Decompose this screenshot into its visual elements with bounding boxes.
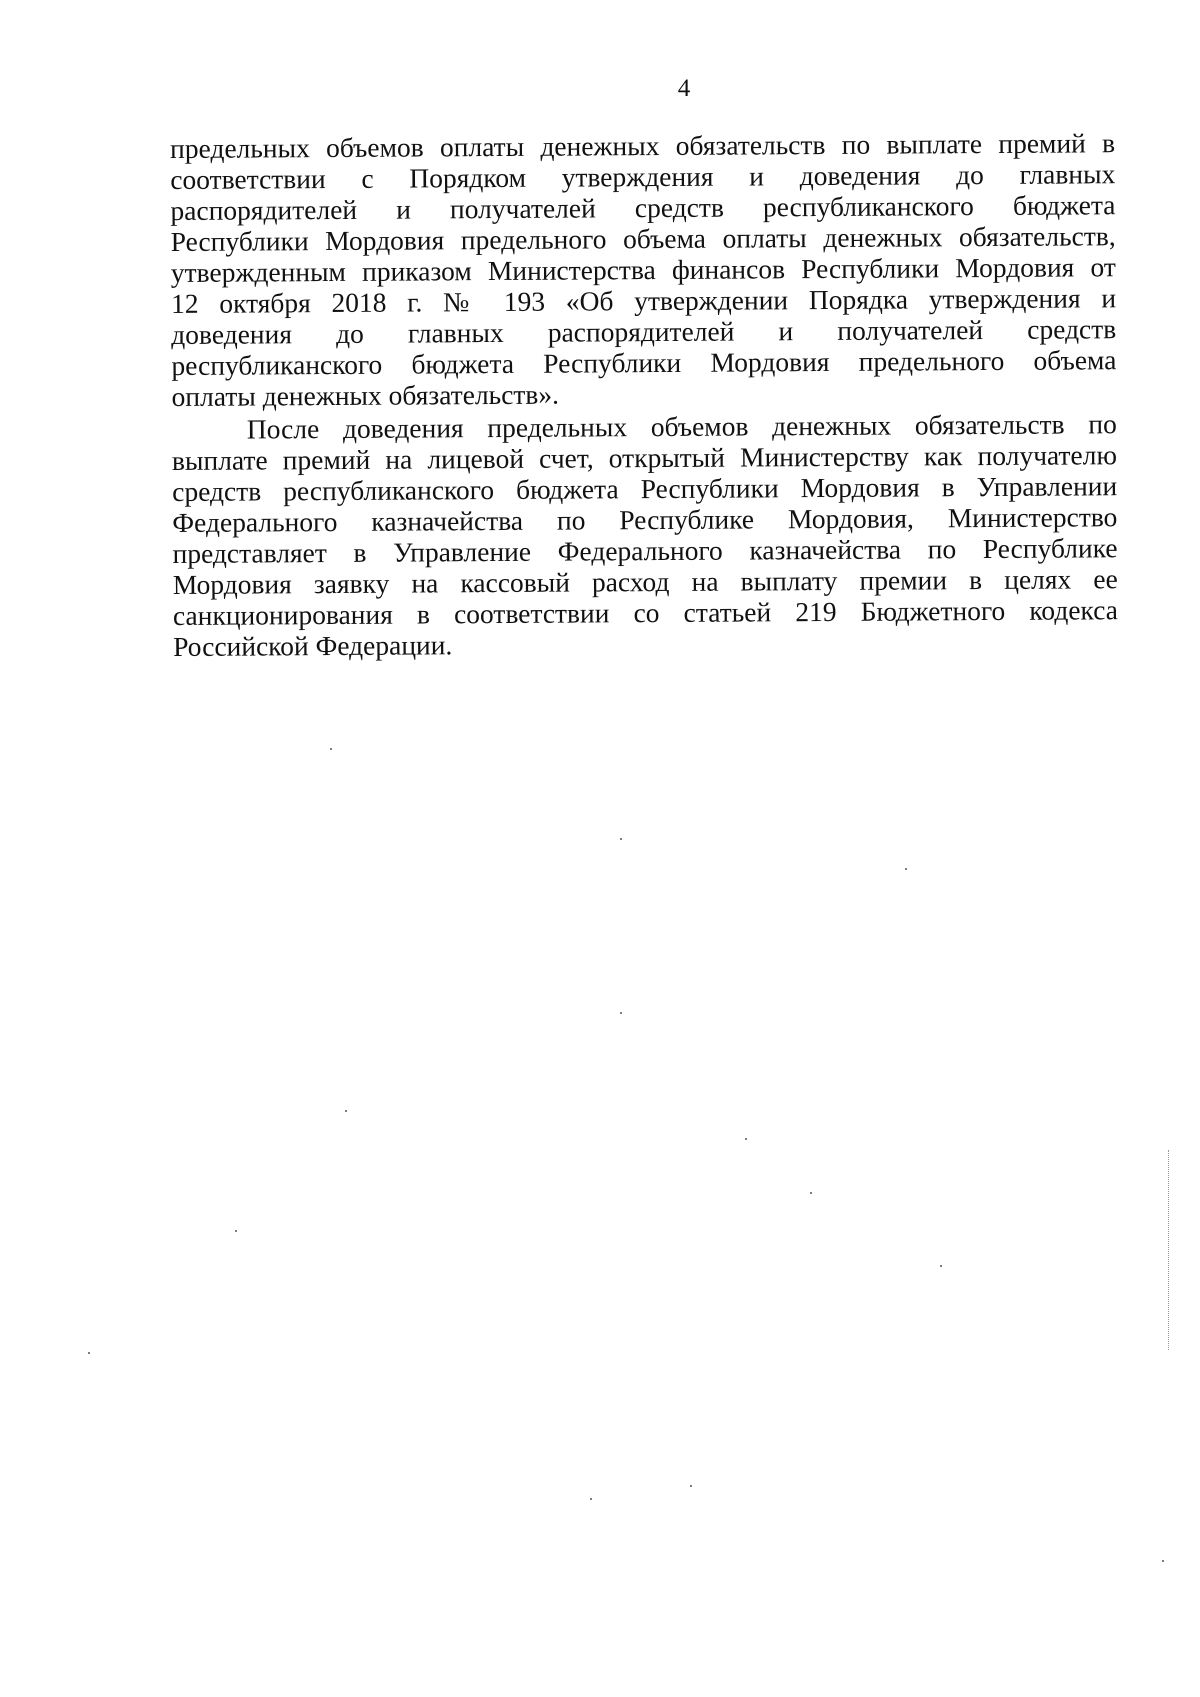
text-line: доведения до главных распорядителей и получателей средств <box>171 313 1117 350</box>
text-line: санкционирования в соответствии со статьей 219 Бюджетного кодекса <box>172 594 1119 631</box>
text-line: Российской Федерации. <box>173 629 453 662</box>
scan-speck <box>345 1110 347 1112</box>
paragraph-2 <box>172 408 1118 662</box>
text-line: утвержденным приказом Министерства финансов Республики Мордовия от <box>170 251 1116 288</box>
text-line: соответствии с Порядком утверждения и доведения до главных <box>170 158 1116 195</box>
scan-speck <box>235 1230 237 1232</box>
text-line: представляет в Управление Федерального казначейства по Республике <box>172 532 1118 569</box>
text-line: Федерального казначейства по Республике Мордовия, Министерство <box>172 501 1118 538</box>
text-line: средств республиканского бюджета Республики Мордовия в Управлении <box>172 470 1118 507</box>
text-line: 12 октября 2018 г. № 193 «Об утверждении Порядка утверждения и <box>170 282 1117 319</box>
document-body <box>170 127 1118 664</box>
text-line: распорядителей и получателей средств республиканского бюджета <box>170 189 1116 226</box>
scan-speck <box>1162 1560 1164 1562</box>
scan-speck <box>905 868 907 870</box>
scan-speck <box>690 1485 692 1487</box>
scan-speck <box>590 1498 592 1500</box>
scan-speck <box>940 1265 942 1267</box>
scan-speck <box>620 838 622 840</box>
scan-speck <box>620 1012 622 1014</box>
text-line: оплаты денежных обязательств». <box>171 378 560 412</box>
scan-speck <box>810 1192 812 1194</box>
text-line: республиканского бюджета Республики Мордовия предельного объема <box>171 344 1117 381</box>
page-number: 4 <box>677 75 691 102</box>
scan-speck <box>88 1352 90 1354</box>
scan-speck <box>330 748 332 750</box>
paragraph-1 <box>170 127 1117 412</box>
text-line: предельных объемов оплаты денежных обязательств по выплате премий в <box>170 127 1116 164</box>
scan-speck <box>745 1138 747 1140</box>
text-line: После доведения предельных объемов денежных обязательств по <box>246 408 1117 445</box>
scan-edge-marks <box>1168 1150 1172 1350</box>
text-line: Республики Мордовия предельного объема оплаты денежных обязательств, <box>170 220 1116 257</box>
text-line: Мордовия заявку на кассовый расход на выплату премии в целях ее <box>172 563 1118 600</box>
text-line: выплате премий на лицевой счет, открытый Министерству как получателю <box>171 439 1118 476</box>
